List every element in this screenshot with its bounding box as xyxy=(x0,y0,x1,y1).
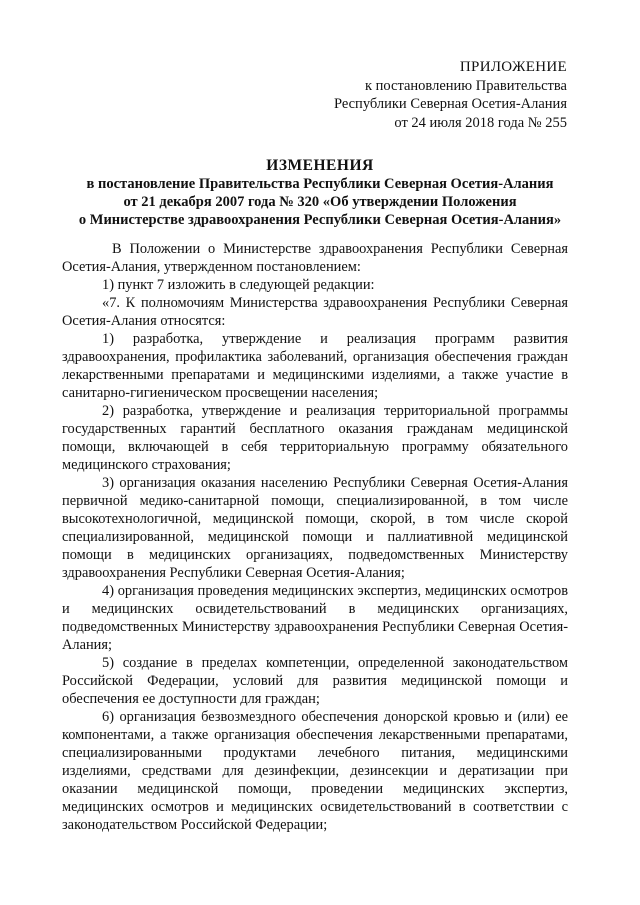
title-line-2: от 21 декабря 2007 года № 320 «Об утверждении Положения xyxy=(123,194,517,210)
paragraph: «7. К полномочиям Министерства здравоохранения Республики Северная Осетия-Алания относятся: xyxy=(62,295,568,329)
appendix-line-1: к постановлению Правительства xyxy=(365,77,567,94)
paragraph: 2) разработка, утверждение и реализация территориальной программы государственных гарантий бесплатного оказания гражданам медицинской помощи, включающей в себя территориальную программу обязательного медицинского страхования; xyxy=(62,403,568,473)
title-line-1: в постановление Правительства Республики Северная Осетия-Алания xyxy=(86,176,554,192)
paragraph: 1) разработка, утверждение и реализация программ развития здравоохранения, профилактика заболеваний, организация обеспечения граждан лекарственными препаратами и медицинскими изделиями, а также участие в санитарно-гигиеническом просвещении населения; xyxy=(62,331,568,401)
paragraph: 5) создание в пределах компетенции, определенной законодательством Российской Федерации, условий для развития медицинской помощи и обеспечения ее доступности для граждан; xyxy=(62,655,568,707)
appendix-heading: ПРИЛОЖЕНИЕ xyxy=(459,59,567,75)
title-line-3: о Министерстве здравоохранения Республики Северная Осетия-Алания» xyxy=(78,212,562,228)
appendix-block xyxy=(334,58,567,132)
paragraph: 4) организация проведения медицинских экспертиз, медицинских осмотров и медицинских освидетельствований в медицинских организациях, подведомственных Министерству здравоохранения Республики Северная Осетия-Алания; xyxy=(62,583,568,653)
appendix-line-3: от 24 июля 2018 года № 255 xyxy=(394,114,567,131)
document-title: ИЗМЕНЕНИЯ xyxy=(266,157,374,174)
document-body xyxy=(62,240,568,834)
paragraph: 3) организация оказания населению Республики Северная Осетия-Алания первичной медико-санитарной помощи, специализированной, в том числе высокотехнологичной, медицинской помощи, скорой, в том числе скорой специализированной, медицинской помощи и паллиативной медицинской помощи в медицинских организациях, подведомственных Министерству здравоохранения Республики Северная Осетия-Алания; xyxy=(62,475,568,581)
paragraph: В Положении о Министерстве здравоохранения Республики Северная Осетия-Алания, утвержденном постановлением: xyxy=(62,241,568,275)
paragraph: 1) пункт 7 изложить в следующей редакции: xyxy=(102,277,375,293)
paragraph: 6) организация безвозмездного обеспечения донорской кровью и (или) ее компонентами, а также организация обеспечения лекарственными препаратами, специализированными продуктами лечебного питания, медицинскими изделиями, средствами для дезинфекции, дезинсекции и дератизации при оказании медицинской помощи, проведении медицинских экспертиз, медицинских осмотров и медицинских освидетельствований в соответствии с законодательством Российской Федерации; xyxy=(62,709,568,833)
appendix-line-2: Республики Северная Осетия-Алания xyxy=(333,96,567,112)
document-title-block xyxy=(50,157,590,229)
